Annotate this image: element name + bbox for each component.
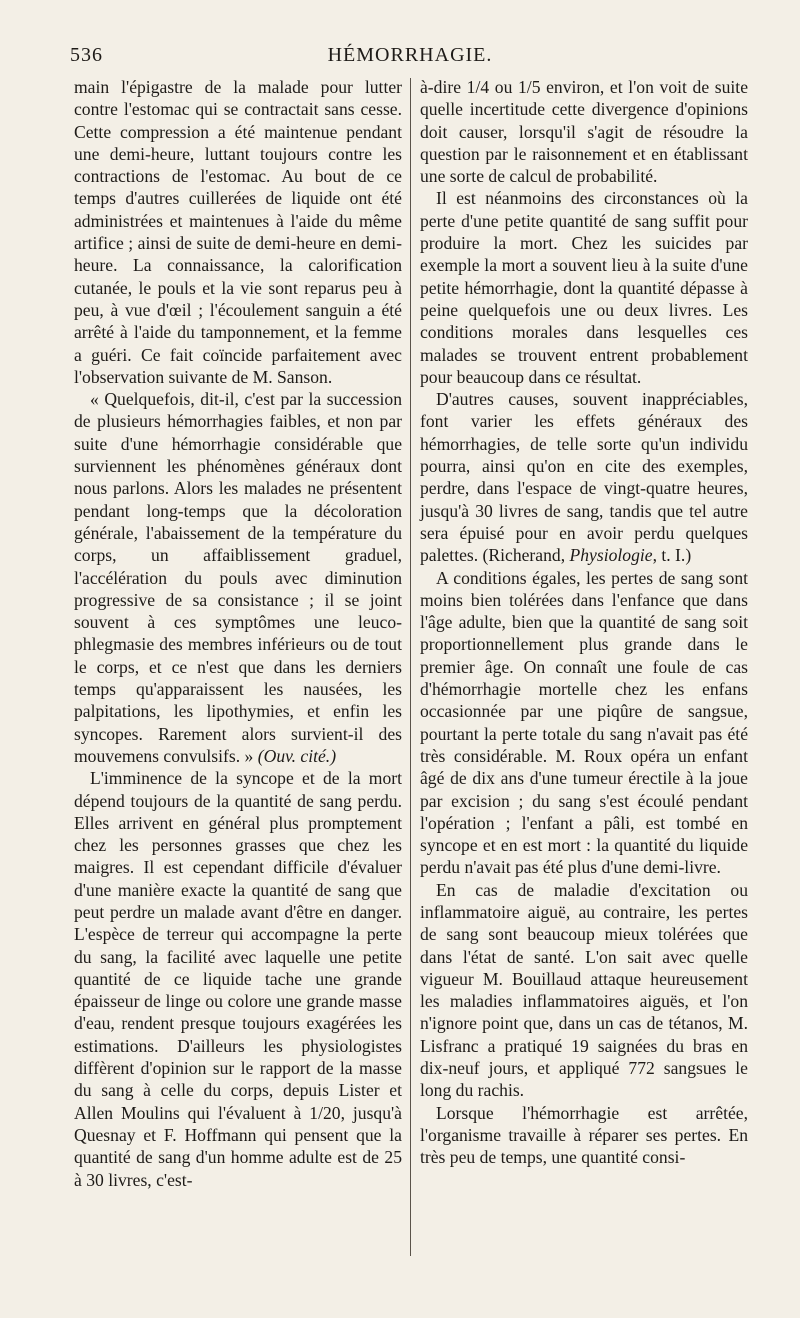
paragraph (420, 388, 748, 566)
paragraph-text: A conditions égales, les pertes de sang sont moins bien tolérées dans l'enfance que dans l'âge adulte, bien que la quantité de sang soit proportionnellement plus grande dans le premier âge. On connaît une foule de cas d'hémorrhagie mortelle chez les enfans occasionnée par une piqûre de sangsue, pourtant la perte totale du sang n'avait pas été très considérable. M. Roux opéra un enfant âgé de dix ans d'une tumeur érectile à la joue par excision ; du sang s'est écoulé pendant l'opération ; l'enfant a pâli, est tombé en syncope et en est mort : la quantité du liquide perdu n'avait pas été plus d'une demi-livre. (420, 567, 748, 878)
paragraph (420, 1102, 748, 1169)
paragraph-text: L'imminence de la syncope et de la mort dépend toujours de la quantité de sang perdu. Elles arrivent en général plus promptement chez les personnes grasses que chez les maigres. Il est cependant difficile d'évaluer d'une manière exacte la quantité de sang que peut perdre un malade avant d'être en danger. L'espèce de terreur qui accompagne la perte du sang, la facilité avec laquelle une petite quantité de ce liquide tache une grande épaisseur de linge ou colore une grande masse d'eau, rendent presque toujours exagérées les estimations. D'ailleurs les physiologistes diffèrent d'opinion sur le rapport de la masse du sang à celle du corps, depuis Lister et Allen Moulins qui l'évaluent à 1/20, jusqu'à Quesnay et F. Hoffmann qui pensent que la quantité de sang d'un homme adulte est de 25 à 30 livres, c'est- (74, 768, 402, 1190)
column-divider (410, 78, 411, 1256)
right-column (420, 76, 748, 1169)
paragraph (420, 567, 748, 879)
citation: (Ouv. cité.) (257, 745, 337, 766)
paragraph-text: Lorsque l'hémorrhagie est arrêtée, l'organisme travaille à réparer ses pertes. En très peu de temps, une quantité consi- (420, 1102, 748, 1168)
paragraph-quote (74, 388, 402, 767)
paragraph-text: , t. I.) (652, 545, 692, 566)
paragraph-text: à-dire 1/4 ou 1/5 environ, et l'on voit de suite quelle incertitude cette divergence d'opinions doit causer, lorsqu'il s'agit de résoudre la question par le raisonnement et en établissant une sorte de calcul de probabilité. (420, 77, 748, 187)
paragraph (420, 187, 748, 388)
paragraph (420, 76, 748, 187)
page-number: 536 (70, 44, 103, 66)
paragraph-text: D'autres causes, souvent inappréciables, font varier les effets généraux des hémorrhagies, de telle sorte qu'un individu pourra, ainsi qu'on en cite des exemples, perdre, dans l'espace de vingt-quatre heures, jusqu'à 30 livres de sang, tandis que tel autre sera épuisé pour en avoir perdu quelques palettes. (Richerand, (420, 389, 748, 566)
left-column (74, 76, 402, 1191)
paragraph-text: En cas de maladie d'excitation ou inflammatoire aiguë, au contraire, les pertes de sang sont beaucoup mieux tolérées que dans l'état de santé. L'on sait avec quelle vigueur M. Bouillaud attaque heureusement les maladies inflammatoires aiguës, et l'on n'ignore point que, dans un cas de tétanos, M. Lisfranc a pratiqué 19 saignées du bras en dix-neuf jours, et appliqué 772 sangsues le long du rachis. (420, 879, 748, 1101)
paragraph (74, 76, 402, 388)
paragraph-text: Il est néanmoins des circonstances où la perte d'une petite quantité de sang suffit pour produire la mort. Chez les suicides par exemple la mort a souvent lieu à la suite d'une petite hémorrhagie, dont la quantité dépasse à peine quelquefois une ou deux livres. Les conditions morales dans lesquelles ces malades se trouvent entrent probablement pour beaucoup dans ce résultat. (420, 188, 748, 387)
paragraph (74, 767, 402, 1191)
running-title: HÉMORRHAGIE. (327, 44, 493, 66)
paragraph-text: main l'épigastre de la malade pour lutter contre l'estomac qui se contractait sans cesse. Cette compression a été maintenue pendant une demi-heure, luttant toujours contre les contractions de l'estomac. Au bout de ce temps d'autres cuillerées de liquide ont été administrées et maintenues à l'aide du même artifice ; ainsi de suite de demi-heure en demi-heure. La connaissance, la calorification cutanée, le pouls et la vie sont reparus peu à peu, à vue d'œil ; l'écoulement sanguin a été arrêté à l'aide du tamponnement, et la femme a guéri. Ce fait coïncide parfaitement avec l'observation suivante de M. Sanson. (74, 77, 402, 387)
running-header (70, 44, 750, 74)
paragraph-text: « Quelquefois, dit-il, c'est par la succession de plusieurs hémorrhagies faibles, et non par suite d'une hémorrhagie considérable que surviennent les phénomènes généraux dont nous parlons. Alors les malades ne présentent pendant long-temps que la décoloration générale, l'abaissement de la température du corps, un affaiblissement graduel, l'accélération du pouls avec diminution progressive de sa consistance ; il se joint souvent à ces symptômes une leuco-phlegmasie des membres inférieurs ou de tout le corps, et ce n'est que dans les derniers temps qu'apparaissent les nausées, les palpitations, les lipothymies, et enfin les syncopes. Rarement alors survient-il des mouvemens convulsifs. » (74, 389, 402, 766)
paragraph (420, 879, 748, 1102)
book-title: Physiologie (569, 545, 653, 566)
